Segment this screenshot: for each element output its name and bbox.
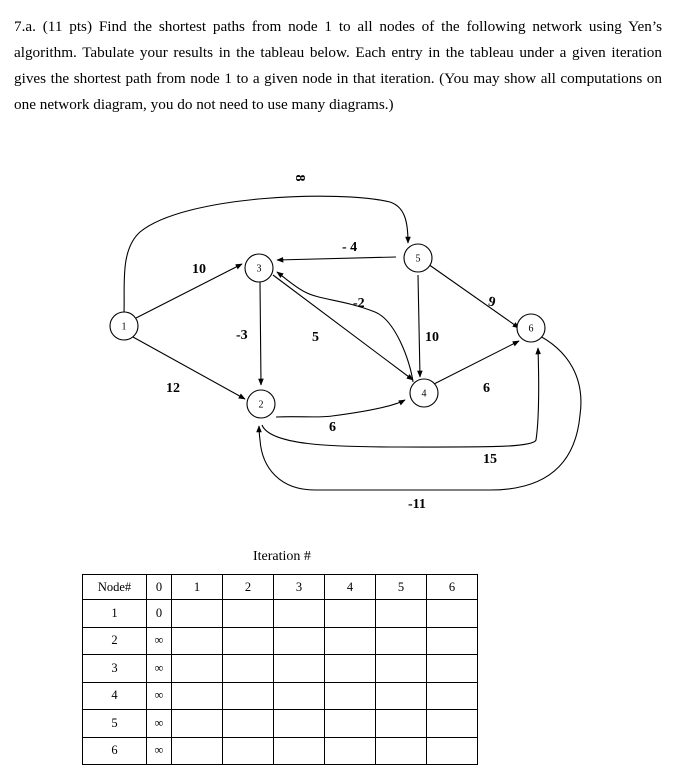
empty-cell[interactable] <box>172 655 223 683</box>
node-4 <box>410 379 438 407</box>
empty-cell[interactable] <box>223 627 274 655</box>
empty-cell[interactable] <box>376 682 427 710</box>
weight-1-2: 12 <box>166 381 180 396</box>
weight-2-4: 5 <box>312 330 319 345</box>
weight-6-2-inner: -11 <box>408 497 426 512</box>
empty-cell[interactable] <box>376 710 427 738</box>
table-row <box>83 627 478 655</box>
row-node: 5 <box>83 710 147 738</box>
empty-cell[interactable] <box>223 710 274 738</box>
header-iter-4: 4 <box>325 575 376 600</box>
node-5 <box>404 244 432 272</box>
row-node: 4 <box>83 682 147 710</box>
row-init: ∞ <box>147 710 172 738</box>
weight-4-6: 6 <box>483 381 490 396</box>
weight-6-2-outer: 15 <box>483 452 497 467</box>
empty-cell[interactable] <box>376 627 427 655</box>
tableau-table <box>82 574 478 765</box>
svg-text:4: 4 <box>421 388 427 400</box>
empty-cell[interactable] <box>223 737 274 765</box>
empty-cell[interactable] <box>223 682 274 710</box>
edge-2-4 <box>276 400 405 417</box>
edge-5-6 <box>428 264 519 328</box>
row-init: ∞ <box>147 655 172 683</box>
empty-cell[interactable] <box>172 682 223 710</box>
header-iter-2: 2 <box>223 575 274 600</box>
tableau-header-row <box>83 575 478 600</box>
empty-cell[interactable] <box>172 627 223 655</box>
empty-cell[interactable] <box>325 627 376 655</box>
row-init: ∞ <box>147 627 172 655</box>
table-row <box>83 710 478 738</box>
node-6 <box>517 314 545 342</box>
header-iter-5: 5 <box>376 575 427 600</box>
row-init: ∞ <box>147 737 172 765</box>
empty-cell[interactable] <box>427 627 478 655</box>
empty-cell[interactable] <box>172 600 223 628</box>
empty-cell[interactable] <box>325 682 376 710</box>
weight-1-3: 10 <box>192 262 206 277</box>
weight-1-5: 8 <box>292 174 307 182</box>
empty-cell[interactable] <box>376 655 427 683</box>
node-1 <box>110 312 138 340</box>
iteration-label: Iteration # <box>253 549 311 564</box>
empty-cell[interactable] <box>274 655 325 683</box>
header-iter-1: 1 <box>172 575 223 600</box>
empty-cell[interactable] <box>427 655 478 683</box>
empty-cell[interactable] <box>274 737 325 765</box>
edge-1-2 <box>133 337 245 399</box>
header-iter-6: 6 <box>427 575 478 600</box>
weight-5-3: - 4 <box>342 240 358 255</box>
row-node: 3 <box>83 655 147 683</box>
edge-5-4 <box>418 275 420 377</box>
empty-cell[interactable] <box>172 737 223 765</box>
empty-cell[interactable] <box>427 737 478 765</box>
edge-1-3 <box>136 264 242 318</box>
empty-cell[interactable] <box>274 627 325 655</box>
table-row <box>83 682 478 710</box>
node-3 <box>245 254 273 282</box>
edge-2-6 <box>262 348 539 447</box>
empty-cell[interactable] <box>427 600 478 628</box>
node-2 <box>247 390 275 418</box>
svg-text:6: 6 <box>528 323 534 335</box>
table-row <box>83 737 478 765</box>
row-node: 6 <box>83 737 147 765</box>
empty-cell[interactable] <box>325 710 376 738</box>
empty-cell[interactable] <box>325 600 376 628</box>
problem-text: 7.a. (11 pts) Find the shortest paths from node 1 to all nodes of the following network using Yen’s algorithm. Tabulate your results in the tableau below. Each entry in the tableau under a given iteration gives the shortest path from node 1 to a given node in that iteration. (You may show all computations on one network diagram, you do not need to use many diagrams.) <box>14 18 662 113</box>
row-node: 1 <box>83 600 147 628</box>
weight-3-2: -3 <box>236 328 248 343</box>
header-node: Node# <box>83 575 147 600</box>
table-row <box>83 655 478 683</box>
empty-cell[interactable] <box>223 655 274 683</box>
table-row <box>83 600 478 628</box>
row-init: 0 <box>147 600 172 628</box>
edge-5-3 <box>277 257 396 260</box>
empty-cell[interactable] <box>427 710 478 738</box>
empty-cell[interactable] <box>325 655 376 683</box>
svg-text:3: 3 <box>256 263 262 275</box>
empty-cell[interactable] <box>376 600 427 628</box>
svg-text:5: 5 <box>415 253 421 265</box>
svg-text:1: 1 <box>121 321 127 333</box>
empty-cell[interactable] <box>325 737 376 765</box>
row-node: 2 <box>83 627 147 655</box>
edge-1-5 <box>124 196 408 312</box>
empty-cell[interactable] <box>274 710 325 738</box>
weight-5-4: 10 <box>425 330 439 345</box>
empty-cell[interactable] <box>274 600 325 628</box>
edge-weights <box>166 175 497 513</box>
edge-4-6 <box>434 341 519 384</box>
empty-cell[interactable] <box>376 737 427 765</box>
edge-4-3 <box>277 272 413 382</box>
empty-cell[interactable] <box>223 600 274 628</box>
weight-5-6: 9 <box>486 294 497 311</box>
header-iter-3: 3 <box>274 575 325 600</box>
weight-3-4: -2 <box>353 296 365 311</box>
empty-cell[interactable] <box>427 682 478 710</box>
svg-text:2: 2 <box>258 399 264 411</box>
empty-cell[interactable] <box>274 682 325 710</box>
row-init: ∞ <box>147 682 172 710</box>
header-iter-0: 0 <box>147 575 172 600</box>
edge-3-2 <box>260 282 261 385</box>
weight-2-6: 6 <box>329 420 336 435</box>
empty-cell[interactable] <box>172 710 223 738</box>
